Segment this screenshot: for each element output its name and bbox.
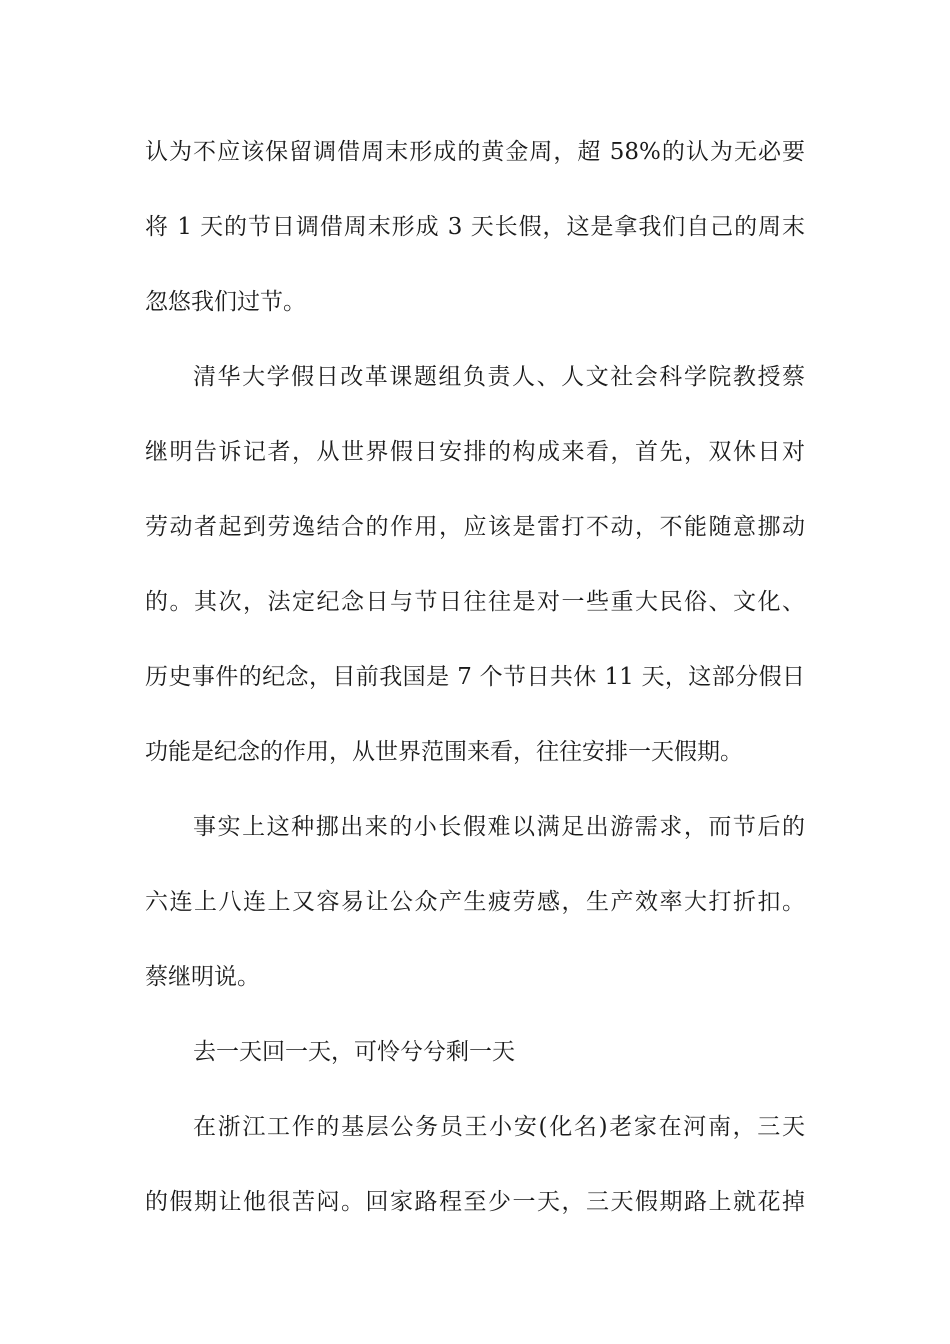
paragraph-1-line-2: 将 1 天的节日调借周末形成 3 天长假，这是拿我们自己的周末 (145, 214, 805, 240)
paragraph-2-line-6: 功能是纪念的作用，从世界范围来看，往往安排一天假期。 (145, 739, 743, 765)
paragraph-3-line-2: 六连上八连上又容易让公众产生疲劳感，生产效率大打折扣。 (145, 889, 805, 915)
paragraph-3-line-1: 事实上这种挪出来的小长假难以满足出游需求，而节后的 (193, 814, 805, 840)
paragraph-2-line-4: 的。其次，法定纪念日与节日往往是对一些重大民俗、文化、 (145, 589, 805, 615)
paragraph-2-line-5: 历史事件的纪念，目前我国是 7 个节日共休 11 天，这部分假日 (145, 664, 805, 690)
paragraph-1-line-1: 认为不应该保留调借周末形成的黄金周，超 58%的认为无必要 (145, 139, 805, 165)
paragraph-2-line-3: 劳动者起到劳逸结合的作用，应该是雷打不动，不能随意挪动 (145, 514, 805, 540)
paragraph-5-line-1: 在浙江工作的基层公务员王小安(化名)老家在河南，三天 (193, 1114, 805, 1140)
section-subheading: 去一天回一天，可怜兮兮剩一天 (193, 1039, 515, 1065)
paragraph-2-line-2: 继明告诉记者，从世界假日安排的构成来看，首先，双休日对 (145, 439, 805, 465)
paragraph-5-line-2: 的假期让他很苦闷。回家路程至少一天，三天假期路上就花掉 (145, 1189, 805, 1215)
paragraph-2-line-1: 清华大学假日改革课题组负责人、人文社会科学院教授蔡 (193, 364, 805, 390)
paragraph-3-line-3: 蔡继明说。 (145, 964, 260, 990)
paragraph-1-line-3: 忽悠我们过节。 (145, 289, 306, 315)
